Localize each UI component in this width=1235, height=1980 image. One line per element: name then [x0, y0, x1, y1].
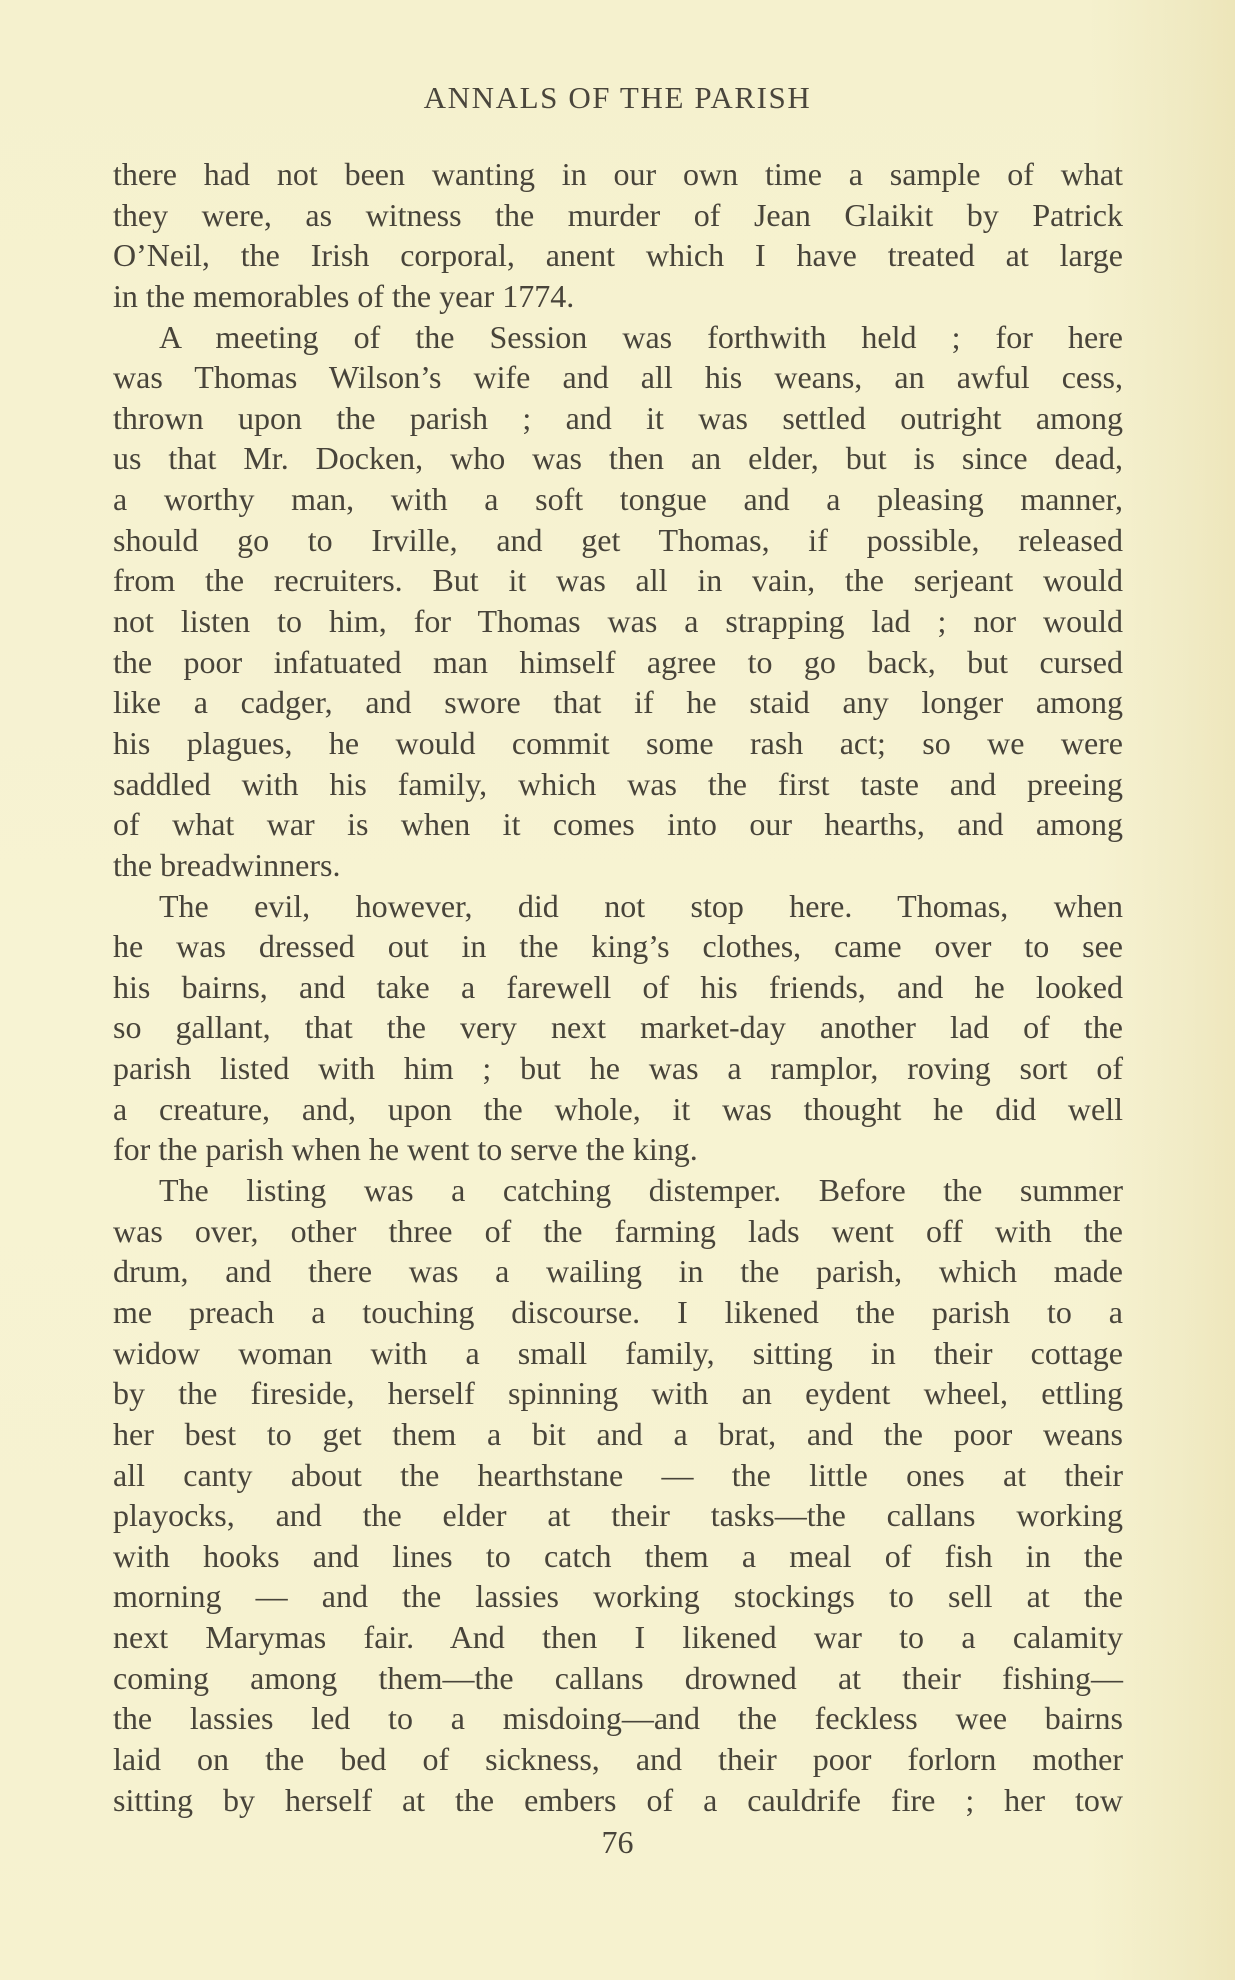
page-number: 76: [601, 1824, 634, 1860]
text-line: The evil, however, did not stop here. Thomas, when: [159, 887, 1123, 924]
text-line: he was dressed out in the king’s clothes, came over to see: [113, 928, 1123, 965]
text-line: in the memorables of the year 1774.: [113, 277, 575, 314]
text-line: O’Neil, the Irish corporal, anent which I have treated at large: [113, 237, 1123, 274]
text-line: a creature, and, upon the whole, it was thought he did well: [113, 1090, 1123, 1127]
text-line: parish listed with him ; but he was a ramplor, roving sort of: [113, 1050, 1123, 1087]
paragraph-1: [113, 154, 1123, 317]
text-line: The listing was a catching distemper. Before the summer: [159, 1172, 1123, 1209]
text-line: so gallant, that the very next market-day another lad of the: [113, 1009, 1123, 1046]
text-line: her best to get them a bit and a brat, and the poor weans: [113, 1415, 1123, 1452]
text-line: the lassies led to a misdoing—and the feckless wee bairns: [113, 1700, 1123, 1737]
text-line: playocks, and the elder at their tasks—the callans working: [113, 1497, 1123, 1534]
text-line: all canty about the hearthstane — the little ones at their: [113, 1456, 1123, 1493]
text-line: widow woman with a small family, sitting in their cottage: [113, 1334, 1123, 1371]
text-line: thrown upon the parish ; and it was settled outright among: [113, 399, 1123, 436]
text-line: by the fireside, herself spinning with an eydent wheel, ettling: [113, 1375, 1123, 1412]
text-line: not listen to him, for Thomas was a strapping lad ; nor would: [113, 603, 1123, 640]
text-line: his plagues, he would commit some rash act; so we were: [113, 724, 1123, 761]
text-line: laid on the bed of sickness, and their poor forlorn mother: [113, 1740, 1123, 1777]
text-line: there had not been wanting in our own time a sample of what: [113, 156, 1123, 192]
body-text: [113, 154, 1123, 1820]
text-line: should go to Irville, and get Thomas, if possible, released: [113, 521, 1123, 558]
paragraph-2: [113, 317, 1123, 886]
text-line: the poor infatuated man himself agree to go back, but cursed: [113, 643, 1123, 680]
text-line: sitting by herself at the embers of a cauldrife fire ; her tow: [113, 1781, 1123, 1818]
text-line: from the recruiters. But it was all in vain, the serjeant would: [113, 562, 1123, 599]
paragraph-4: [113, 1170, 1123, 1820]
text-line: A meeting of the Session was forthwith held ; for here: [159, 318, 1123, 355]
text-line: me preach a touching discourse. I likened the parish to a: [113, 1293, 1123, 1330]
text-line: they were, as witness the murder of Jean Glaikit by Patrick: [113, 196, 1123, 233]
text-line: a worthy man, with a soft tongue and a pleasing manner,: [113, 481, 1123, 518]
text-line: next Marymas fair. And then I likened war to a calamity: [113, 1619, 1123, 1656]
text-line: was Thomas Wilson’s wife and all his weans, an awful cess,: [113, 359, 1123, 396]
text-line: the breadwinners.: [113, 846, 341, 883]
text-line: drum, and there was a wailing in the parish, which made: [113, 1253, 1123, 1290]
running-head: ANNALS OF THE PARISH: [423, 80, 812, 115]
text-line: was over, other three of the farming lads went off with the: [113, 1212, 1123, 1249]
text-line: saddled with his family, which was the first taste and preeing: [113, 765, 1123, 802]
text-line: like a cadger, and swore that if he staid any longer among: [113, 684, 1123, 721]
text-line: for the parish when he went to serve the king.: [113, 1131, 698, 1168]
text-line: his bairns, and take a farewell of his friends, and he looked: [113, 968, 1123, 1005]
text-line: morning — and the lassies working stockings to sell at the: [113, 1578, 1123, 1615]
text-line: of what war is when it comes into our hearths, and among: [113, 806, 1123, 843]
paragraph-3: [113, 886, 1123, 1170]
text-line: us that Mr. Docken, who was then an elder, but is since dead,: [113, 440, 1123, 477]
text-line: with hooks and lines to catch them a meal of fish in the: [113, 1537, 1123, 1574]
text-line: coming among them—the callans drowned at their fishing—: [113, 1659, 1123, 1696]
